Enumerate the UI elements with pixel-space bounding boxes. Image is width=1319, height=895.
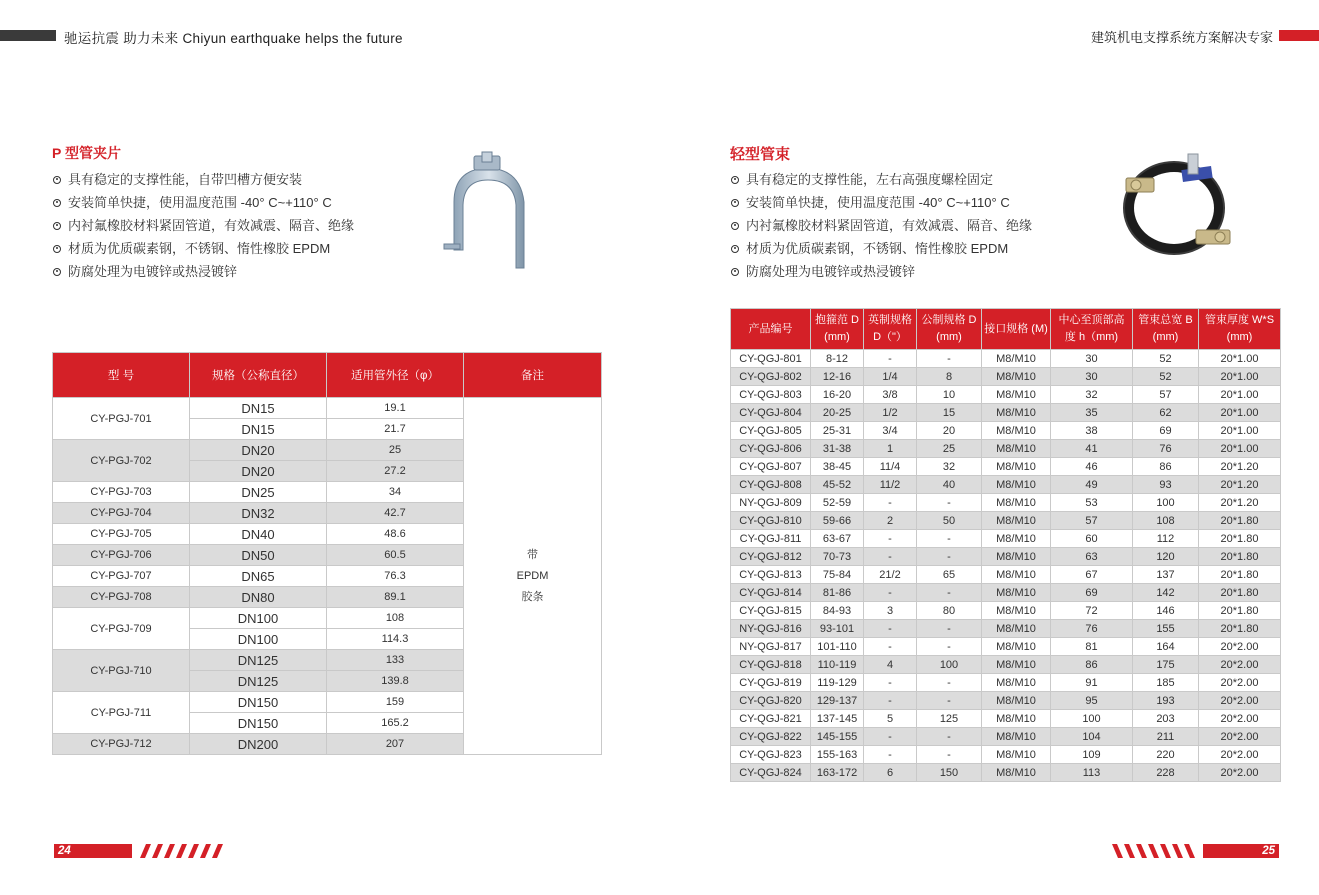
table-cell: 15 (917, 404, 982, 422)
table-row (731, 656, 1281, 674)
table-row (731, 512, 1281, 530)
table-cell: 20*1.80 (1199, 512, 1281, 530)
bullet-icon (731, 222, 739, 230)
table-cell: CY-QGJ-813 (731, 566, 811, 584)
table-row: DN20 27.2 (53, 461, 602, 482)
header-left-bar (0, 30, 56, 41)
model-cell: CY-PGJ-704 (53, 503, 190, 524)
table-cell: 40 (917, 476, 982, 494)
table-row: CY-PGJ-709 DN100 108 (53, 608, 602, 629)
table-header-row (731, 309, 1281, 350)
table-cell: 25 (917, 440, 982, 458)
table-cell: NY-QGJ-817 (731, 638, 811, 656)
table-cell: 84-93 (811, 602, 864, 620)
model-cell: CY-PGJ-710 (53, 650, 190, 692)
table-cell: 81-86 (811, 584, 864, 602)
table-row (731, 458, 1281, 476)
table-cell: 164 (1133, 638, 1199, 656)
bullet-icon (731, 268, 739, 276)
table-row (731, 368, 1281, 386)
table-cell: 20*2.00 (1199, 710, 1281, 728)
table-cell: 20*2.00 (1199, 692, 1281, 710)
table-cell: 30 (1051, 350, 1133, 368)
table-cell: 20*1.80 (1199, 620, 1281, 638)
table-cell: CY-QGJ-804 (731, 404, 811, 422)
feature-item: 具有稳定的支撑性能，自带凹槽方便安装 (53, 168, 354, 191)
table-row (731, 566, 1281, 584)
table-cell: 20*1.80 (1199, 566, 1281, 584)
col-header-note: 备注 (464, 353, 602, 398)
table-cell: 8 (917, 368, 982, 386)
table-cell: 3 (864, 602, 917, 620)
table-cell: 65 (917, 566, 982, 584)
table-cell: 113 (1051, 764, 1133, 782)
table-cell: - (864, 530, 917, 548)
table-cell: 3/8 (864, 386, 917, 404)
table-cell: 72 (1051, 602, 1133, 620)
table-cell: 125 (917, 710, 982, 728)
col-header-product-code: 产品编号 (731, 309, 811, 350)
table-cell: 31-38 (811, 440, 864, 458)
table-cell: M8/M10 (982, 530, 1051, 548)
table-cell: 20*2.00 (1199, 746, 1281, 764)
table-cell: 137-145 (811, 710, 864, 728)
bullet-icon (53, 222, 61, 230)
table-cell: 25-31 (811, 422, 864, 440)
table-cell: 20*2.00 (1199, 656, 1281, 674)
col-header-range: 抱箍范 D (mm) (811, 309, 864, 350)
col-header-metric: 公制规格 D (mm) (917, 309, 982, 350)
table-cell: 91 (1051, 674, 1133, 692)
model-cell: CY-PGJ-707 (53, 566, 190, 587)
left-section-title: P 型管夹片 (52, 145, 121, 161)
table-row (731, 386, 1281, 404)
table-cell: M8/M10 (982, 584, 1051, 602)
model-cell: CY-PGJ-709 (53, 608, 190, 650)
table-cell: 211 (1133, 728, 1199, 746)
model-cell: CY-PGJ-711 (53, 692, 190, 734)
table-row (731, 620, 1281, 638)
note-cell: 带 EPDM 胶条 (464, 398, 602, 755)
table-cell: 20*1.80 (1199, 548, 1281, 566)
table-cell: CY-QGJ-812 (731, 548, 811, 566)
table-cell: 20*1.20 (1199, 458, 1281, 476)
table-cell: 86 (1133, 458, 1199, 476)
col-header-od: 适用管外径（φ） (327, 353, 464, 398)
table-cell: 20*1.00 (1199, 386, 1281, 404)
table-row (731, 602, 1281, 620)
table-cell: - (864, 548, 917, 566)
table-cell: 52-59 (811, 494, 864, 512)
table-cell: - (864, 494, 917, 512)
table-cell: M8/M10 (982, 710, 1051, 728)
table-cell: NY-QGJ-809 (731, 494, 811, 512)
table-cell: 76 (1133, 440, 1199, 458)
table-header-row (53, 353, 602, 398)
table-cell: - (864, 692, 917, 710)
table-cell: NY-QGJ-816 (731, 620, 811, 638)
table-cell: - (917, 728, 982, 746)
table-cell: 16-20 (811, 386, 864, 404)
table-cell: 8-12 (811, 350, 864, 368)
right-section-title: 轻型管束 (730, 146, 791, 163)
table-cell: 75-84 (811, 566, 864, 584)
table-row (731, 350, 1281, 368)
col-header-spec: 规格（公称直径） (190, 353, 327, 398)
col-header-center-height: 中心至顶部高 度 h（mm) (1051, 309, 1133, 350)
table-cell: 185 (1133, 674, 1199, 692)
table-row: CY-PGJ-701 DN15 19.1 带 EPDM 胶条 (53, 398, 602, 419)
model-cell: CY-PGJ-708 (53, 587, 190, 608)
feature-item: 内衬氟橡胶材料紧固管道，有效减震、隔音、绝缘 (53, 214, 354, 237)
table-cell: CY-QGJ-811 (731, 530, 811, 548)
table-cell: 32 (917, 458, 982, 476)
table-cell: 20*1.20 (1199, 476, 1281, 494)
table-cell: CY-QGJ-819 (731, 674, 811, 692)
header-right-slogan: 建筑机电支撑系统方案解决专家 (1090, 30, 1273, 45)
table-cell: 100 (1051, 710, 1133, 728)
footer-stripes-left (132, 844, 224, 858)
table-cell: 41 (1051, 440, 1133, 458)
table-cell: 45-52 (811, 476, 864, 494)
table-cell: 110-119 (811, 656, 864, 674)
table-cell: 100 (1133, 494, 1199, 512)
table-cell: 228 (1133, 764, 1199, 782)
feature-item: 防腐处理为电镀锌或热浸镀锌 (731, 260, 1032, 283)
table-cell: CY-QGJ-824 (731, 764, 811, 782)
table-cell: CY-QGJ-803 (731, 386, 811, 404)
table-cell: 129-137 (811, 692, 864, 710)
col-header-model: 型 号 (53, 353, 190, 398)
table-cell: CY-QGJ-806 (731, 440, 811, 458)
table-cell: CY-QGJ-815 (731, 602, 811, 620)
table-row (731, 710, 1281, 728)
table-cell: 63 (1051, 548, 1133, 566)
table-cell: M8/M10 (982, 602, 1051, 620)
table-cell: - (917, 674, 982, 692)
table-cell: 6 (864, 764, 917, 782)
table-cell: M8/M10 (982, 674, 1051, 692)
col-header-interface: 接口规格 (M) (982, 309, 1051, 350)
header-left-slogan: 驰运抗震 助力未来 Chiyun earthquake helps the future (64, 31, 403, 46)
table-cell: M8/M10 (982, 404, 1051, 422)
p-clamp-spec-table (52, 352, 602, 755)
table-cell: 67 (1051, 566, 1133, 584)
table-cell: 86 (1051, 656, 1133, 674)
table-cell: M8/M10 (982, 422, 1051, 440)
table-cell: 20*2.00 (1199, 638, 1281, 656)
table-cell: M8/M10 (982, 764, 1051, 782)
table-cell: 20*1.00 (1199, 350, 1281, 368)
table-cell: - (864, 674, 917, 692)
table-cell: 104 (1051, 728, 1133, 746)
table-cell: 30 (1051, 368, 1133, 386)
table-cell: 112 (1133, 530, 1199, 548)
table-cell: 38 (1051, 422, 1133, 440)
feature-item: 内衬氟橡胶材料紧固管道，有效减震、隔音、绝缘 (731, 214, 1032, 237)
table-cell: 95 (1051, 692, 1133, 710)
table-cell: 52 (1133, 350, 1199, 368)
table-cell: 3/4 (864, 422, 917, 440)
p-clamp-product-image (436, 150, 546, 275)
model-cell: CY-PGJ-703 (53, 482, 190, 503)
table-cell: 100 (917, 656, 982, 674)
table-cell: 70-73 (811, 548, 864, 566)
table-cell: CY-QGJ-822 (731, 728, 811, 746)
table-row (731, 548, 1281, 566)
page-number-right: 25 (1203, 844, 1279, 858)
table-cell: 220 (1133, 746, 1199, 764)
table-cell: 32 (1051, 386, 1133, 404)
table-cell: 49 (1051, 476, 1133, 494)
table-cell: 137 (1133, 566, 1199, 584)
table-cell: 69 (1051, 584, 1133, 602)
feature-item: 材质为优质碳素钢，不锈钢、惰性橡胶 EPDM (731, 237, 1032, 260)
table-row (731, 692, 1281, 710)
bullet-icon (53, 245, 61, 253)
table-row: CY-PGJ-702 DN20 25 (53, 440, 602, 461)
table-cell: 155 (1133, 620, 1199, 638)
table-cell: 93-101 (811, 620, 864, 638)
table-cell: 21/2 (864, 566, 917, 584)
table-row (731, 422, 1281, 440)
table-cell: 2 (864, 512, 917, 530)
table-cell: 69 (1133, 422, 1199, 440)
col-header-imperial: 英制规格 D（"） (864, 309, 917, 350)
table-cell: CY-QGJ-821 (731, 710, 811, 728)
left-feature-list (53, 168, 354, 283)
page-number-left: 24 (54, 844, 132, 858)
table-cell: 146 (1133, 602, 1199, 620)
table-cell: M8/M10 (982, 656, 1051, 674)
table-cell: M8/M10 (982, 746, 1051, 764)
feature-item: 具有稳定的支撑性能，左右高强度螺栓固定 (731, 168, 1032, 191)
table-cell: M8/M10 (982, 548, 1051, 566)
table-cell: 76 (1051, 620, 1133, 638)
table-cell: M8/M10 (982, 494, 1051, 512)
table-cell: CY-QGJ-814 (731, 584, 811, 602)
table-cell: 20*1.00 (1199, 422, 1281, 440)
table-cell: - (917, 494, 982, 512)
table-row: CY-PGJ-706 DN50 60.5 (53, 545, 602, 566)
table-cell: - (917, 638, 982, 656)
table-cell: M8/M10 (982, 692, 1051, 710)
table-cell: 203 (1133, 710, 1199, 728)
table-row: CY-PGJ-705 DN40 48.6 (53, 524, 602, 545)
table-cell: - (917, 746, 982, 764)
table-cell: 145-155 (811, 728, 864, 746)
table-cell: 20*2.00 (1199, 674, 1281, 692)
table-row (731, 674, 1281, 692)
table-cell: 60 (1051, 530, 1133, 548)
table-row (731, 746, 1281, 764)
table-row (731, 494, 1281, 512)
bullet-icon (731, 176, 739, 184)
table-row: DN125 139.8 (53, 671, 602, 692)
bullet-icon (53, 199, 61, 207)
table-cell: M8/M10 (982, 512, 1051, 530)
table-cell: M8/M10 (982, 368, 1051, 386)
table-cell: M8/M10 (982, 386, 1051, 404)
model-cell: CY-PGJ-705 (53, 524, 190, 545)
table-row: CY-PGJ-711 DN150 159 (53, 692, 602, 713)
table-cell: 1/2 (864, 404, 917, 422)
table-cell: - (864, 728, 917, 746)
table-cell: 4 (864, 656, 917, 674)
table-cell: - (917, 350, 982, 368)
table-row: DN150 165.2 (53, 713, 602, 734)
table-cell: M8/M10 (982, 476, 1051, 494)
bullet-icon (53, 176, 61, 184)
table-cell: 11/2 (864, 476, 917, 494)
table-cell: CY-QGJ-820 (731, 692, 811, 710)
table-row (731, 404, 1281, 422)
right-feature-list (731, 168, 1032, 283)
table-row: CY-PGJ-704 DN32 42.7 (53, 503, 602, 524)
table-cell: 20*1.00 (1199, 368, 1281, 386)
table-cell: - (917, 584, 982, 602)
bullet-icon (731, 245, 739, 253)
table-cell: 63-67 (811, 530, 864, 548)
table-cell: - (864, 638, 917, 656)
model-cell: CY-PGJ-702 (53, 440, 190, 482)
light-pipe-clamp-spec-table (730, 308, 1281, 782)
table-row: CY-PGJ-707 DN65 76.3 (53, 566, 602, 587)
table-cell: CY-QGJ-802 (731, 368, 811, 386)
table-cell: 80 (917, 602, 982, 620)
table-cell: CY-QGJ-807 (731, 458, 811, 476)
model-cell: CY-PGJ-712 (53, 734, 190, 755)
table-cell: 20*1.00 (1199, 440, 1281, 458)
table-cell: 175 (1133, 656, 1199, 674)
bullet-icon (53, 268, 61, 276)
table-cell: 119-129 (811, 674, 864, 692)
table-cell: 101-110 (811, 638, 864, 656)
table-cell: 11/4 (864, 458, 917, 476)
pipe-clamp-product-image (1112, 150, 1242, 260)
table-cell: 12-16 (811, 368, 864, 386)
table-cell: 20 (917, 422, 982, 440)
feature-item: 安装简单快捷，使用温度范围 -40° C~+110° C (731, 191, 1032, 214)
table-cell: 38-45 (811, 458, 864, 476)
header-right-bar (1279, 30, 1319, 41)
table-cell: CY-QGJ-810 (731, 512, 811, 530)
table-row: CY-PGJ-710 DN125 133 (53, 650, 602, 671)
table-cell: 20*1.20 (1199, 494, 1281, 512)
table-cell: 20-25 (811, 404, 864, 422)
table-cell: - (917, 530, 982, 548)
table-cell: 81 (1051, 638, 1133, 656)
table-cell: - (917, 548, 982, 566)
table-row: CY-PGJ-708 DN80 89.1 (53, 587, 602, 608)
table-cell: 59-66 (811, 512, 864, 530)
table-row: DN100 114.3 (53, 629, 602, 650)
table-cell: 20*1.80 (1199, 584, 1281, 602)
table-cell: 46 (1051, 458, 1133, 476)
col-header-total-width: 管束总宽 B (mm) (1133, 309, 1199, 350)
table-cell: M8/M10 (982, 350, 1051, 368)
feature-item: 安装简单快捷，使用温度范围 -40° C~+110° C (53, 191, 354, 214)
table-row (731, 476, 1281, 494)
table-cell: M8/M10 (982, 620, 1051, 638)
table-cell: 20*1.00 (1199, 404, 1281, 422)
table-cell: 20*1.80 (1199, 602, 1281, 620)
table-cell: - (917, 620, 982, 638)
table-row (731, 764, 1281, 782)
footer-stripes-right (1112, 844, 1204, 858)
model-cell: CY-PGJ-706 (53, 545, 190, 566)
table-row (731, 728, 1281, 746)
table-cell: M8/M10 (982, 728, 1051, 746)
table-cell: 57 (1133, 386, 1199, 404)
model-cell: CY-PGJ-701 (53, 398, 190, 440)
table-cell: - (864, 746, 917, 764)
table-cell: 108 (1133, 512, 1199, 530)
table-row (731, 530, 1281, 548)
table-cell: M8/M10 (982, 638, 1051, 656)
table-cell: 5 (864, 710, 917, 728)
table-cell: CY-QGJ-818 (731, 656, 811, 674)
table-cell: 109 (1051, 746, 1133, 764)
table-cell: - (917, 692, 982, 710)
table-row (731, 638, 1281, 656)
table-cell: CY-QGJ-805 (731, 422, 811, 440)
table-cell: CY-QGJ-801 (731, 350, 811, 368)
col-header-thickness: 管束厚度 W*S (mm) (1199, 309, 1281, 350)
feature-item: 防腐处理为电镀锌或热浸镀锌 (53, 260, 354, 283)
table-cell: CY-QGJ-823 (731, 746, 811, 764)
table-cell: 57 (1051, 512, 1133, 530)
table-cell: 1/4 (864, 368, 917, 386)
table-cell: 52 (1133, 368, 1199, 386)
table-cell: M8/M10 (982, 458, 1051, 476)
table-cell: 142 (1133, 584, 1199, 602)
table-row (731, 440, 1281, 458)
table-cell: 155-163 (811, 746, 864, 764)
light-pipe-clamp-table-body (731, 350, 1281, 782)
table-cell: 62 (1133, 404, 1199, 422)
table-row: CY-PGJ-703 DN25 34 (53, 482, 602, 503)
table-cell: 1 (864, 440, 917, 458)
table-cell: 20*2.00 (1199, 728, 1281, 746)
table-row: DN15 21.7 (53, 419, 602, 440)
table-cell: 20*2.00 (1199, 764, 1281, 782)
table-cell: - (864, 584, 917, 602)
table-cell: 35 (1051, 404, 1133, 422)
table-cell: 193 (1133, 692, 1199, 710)
feature-item: 材质为优质碳素钢，不锈钢、惰性橡胶 EPDM (53, 237, 354, 260)
table-cell: - (864, 620, 917, 638)
table-cell: 53 (1051, 494, 1133, 512)
table-cell: M8/M10 (982, 566, 1051, 584)
table-cell: CY-QGJ-808 (731, 476, 811, 494)
table-cell: 163-172 (811, 764, 864, 782)
bullet-icon (731, 199, 739, 207)
table-cell: 10 (917, 386, 982, 404)
table-cell: 120 (1133, 548, 1199, 566)
table-row: CY-PGJ-712 DN200 207 (53, 734, 602, 755)
table-row (731, 584, 1281, 602)
table-cell: 20*1.80 (1199, 530, 1281, 548)
table-cell: 93 (1133, 476, 1199, 494)
table-cell: - (864, 350, 917, 368)
table-cell: 50 (917, 512, 982, 530)
table-cell: M8/M10 (982, 440, 1051, 458)
table-cell: 150 (917, 764, 982, 782)
